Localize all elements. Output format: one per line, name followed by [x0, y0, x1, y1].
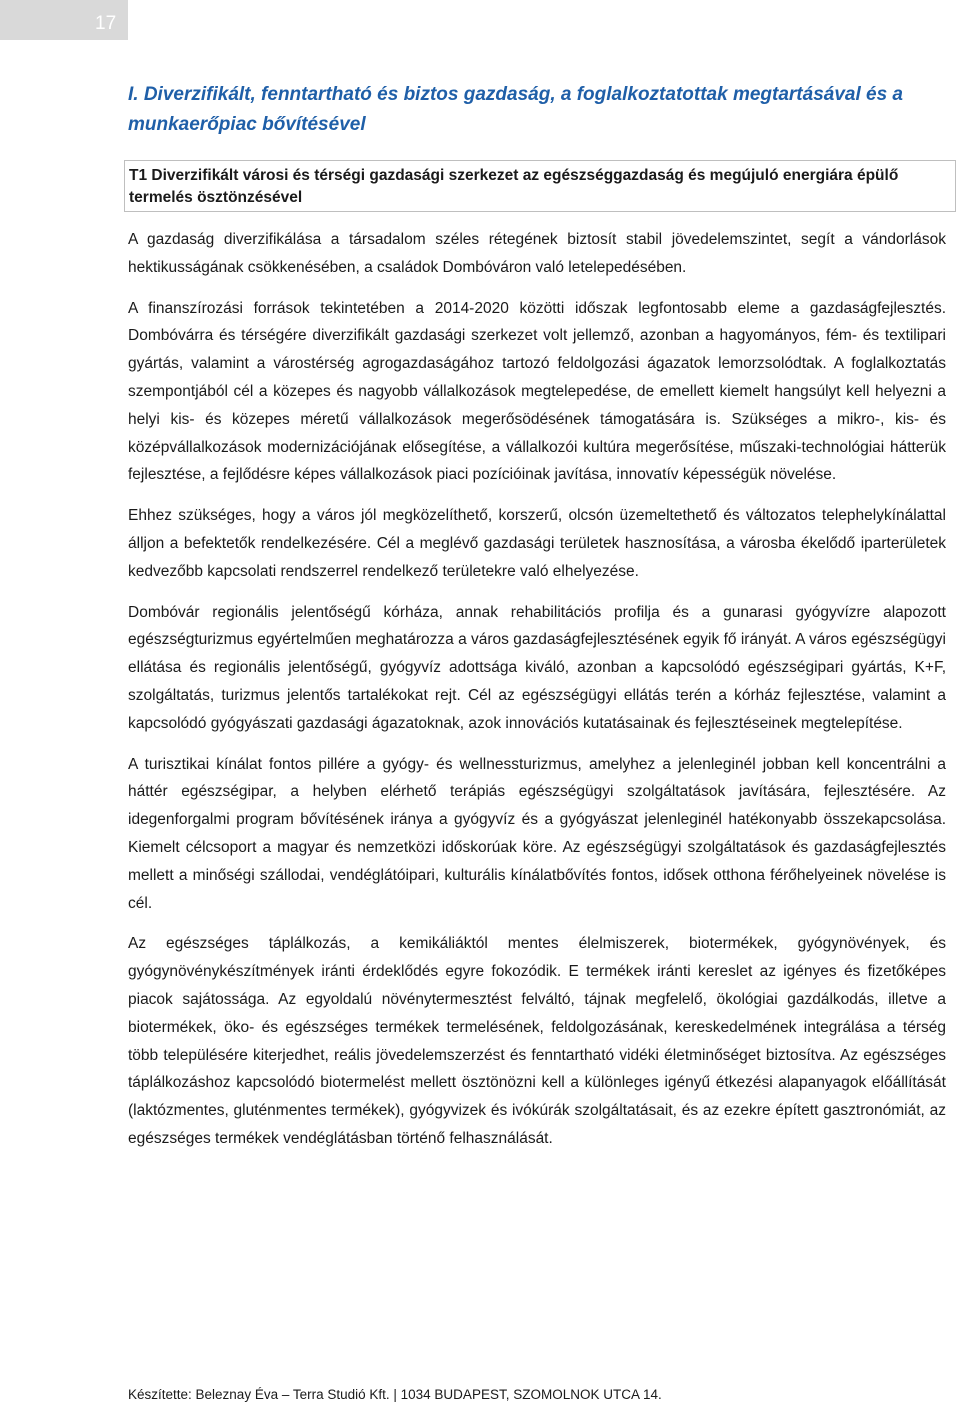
section-title: T1 Diverzifikált városi és térségi gazdasági szerkezet az egészséggazdaság és megújuló energiára épülő termelés ösztönzésével: [129, 167, 899, 206]
page-number-box: [0, 0, 128, 40]
paragraph: A finanszírozási források tekintetében a 2014-2020 közötti időszak legfontosabb eleme a gazdaságfejlesztés. Dombóvárra és térségére diverzifikált gazdasági szerkezet volt jellemző, azonban a hagyományos, fém- és textilipari gyártás, valamint a várostérség agrogazdaságához tartozó feldolgozási ágazatok lemorzsolódtak. A foglalkoztatás szempontjából cél a közepes és nagyobb vállalkozások megtelepedése, de emellett kiemelt hangsúlyt kell helyezni a helyi kis- és közepes méretű vállalkozások megerősödésének támogatására is. Szükséges a mikro-, kis- és középvállalkozások modernizációjának elősegítése, a vállalkozói kultúra megerősítése, műszaki-technológiai hátterük fejlesztése, a fejlődésre képes vállalkozások piaci pozícióinak javítása, innovatív képességük növelése.: [128, 299, 946, 484]
page-number: 17: [95, 13, 117, 34]
paragraph: A turisztikai kínálat fontos pillére a gyógy- és wellnessturizmus, amelyhez a jelenleginél jobban kell koncentrálni a háttér egészségipar, a helyben elérhető terápiás egészségügyi szolgáltatások javítására, fejlesztésére. Az idegenforgalmi program bővítésének iránya a gyógyvíz és a gyógyászat jelenleginél hatékonyabb összekapcsolása. Kiemelt célcsoport a magyar és nemzetközi időskorúak köre. Az egészségügyi szolgáltatások és gazdaságfejlesztés mellett a minőségi szállodai, vendéglátóipari, kulturális kínálatbővítés fontos, idősek otthona férőhelyeinek növelése is cél.: [128, 755, 946, 912]
footer-text: Készítette: Beleznay Éva – Terra Studió Kft. | 1034 BUDAPEST, SZOMOLNOK UTCA 14.: [128, 1387, 662, 1402]
body-text: [128, 226, 946, 1166]
paragraph: Az egészséges táplálkozás, a kemikáliáktól mentes élelmiszerek, biotermékek, gyógynövények, és gyógynövénykészítmények iránti érdeklődés egyre fokozódik. E termékek iránti kereslet az igényes és fizetőképes piacok sajátossága. Az egyoldalú növénytermesztést felváltó, tájnak megfelelő, ökológiai gazdálkodás, illetve a biotermékek, öko- és egészséges termékek termelésének, feldolgozásának, kereskedelmének integrálása a térség több településére kiterjedhet, reális jövedelemszerzést és fenntartható vidéki életminőséget biztosítva. Az egészséges táplálkozáshoz kapcsolódó biotermelést mellett ösztönözni kell a különleges igényű étkezési alapanyagok előállítását (laktózmentes, gluténmentes termékek), gyógyvizek és ivókúrák szolgáltatásait, és az ezekre épített gasztronómiát, az egészséges termékek vendéglátásban történő felhasználását.: [128, 935, 946, 1147]
paragraph: A gazdaság diverzifikálása a társadalom széles rétegének biztosít stabil jövedelemszintet, segít a vándorlások hektikusságának csökkenésében, a családok Dombóváron való letelepedésében.: [128, 231, 946, 276]
paragraph: Ehhez szükséges, hogy a város jól megközelíthető, korszerű, olcsón üzemeltethető és változatos telephelykínálattal álljon a befektetők rendelkezésére. Cél a meglévő gazdasági területek hasznosítása, a városba ékelődő iparterületek kedvezőbb kapcsolati rendszerrel rendelkező területekre való elhelyezése.: [128, 507, 946, 580]
section-title-box: [124, 160, 956, 212]
paragraph: Dombóvár regionális jelentőségű kórháza, annak rehabilitációs profilja és a gunarasi gyógyvízre alapozott egészségturizmus egyértelműen meghatározza a város gazdaságfejlesztésének egyik fő irányát. A város egészségügyi ellátása és regionális jelentőségű, gyógyvíz adottsága kiváló, azonban a kapcsolódó egészségipari gyártás, K+F, szolgáltatás, turizmus jelentős tartalékokat rejt. Cél az egészségügyi ellátás terén a kórház fejlesztése, valamint a kapcsolódó gyógyászati gazdasági ágazatoknak, azok innovációs kutatásainak és fejlesztéseinek megtelepítése.: [128, 603, 946, 732]
chapter-title: I. Diverzifikált, fenntartható és biztos gazdaság, a foglalkoztatottak megtartásával és a munkaerőpiac bővítésével: [128, 84, 904, 135]
